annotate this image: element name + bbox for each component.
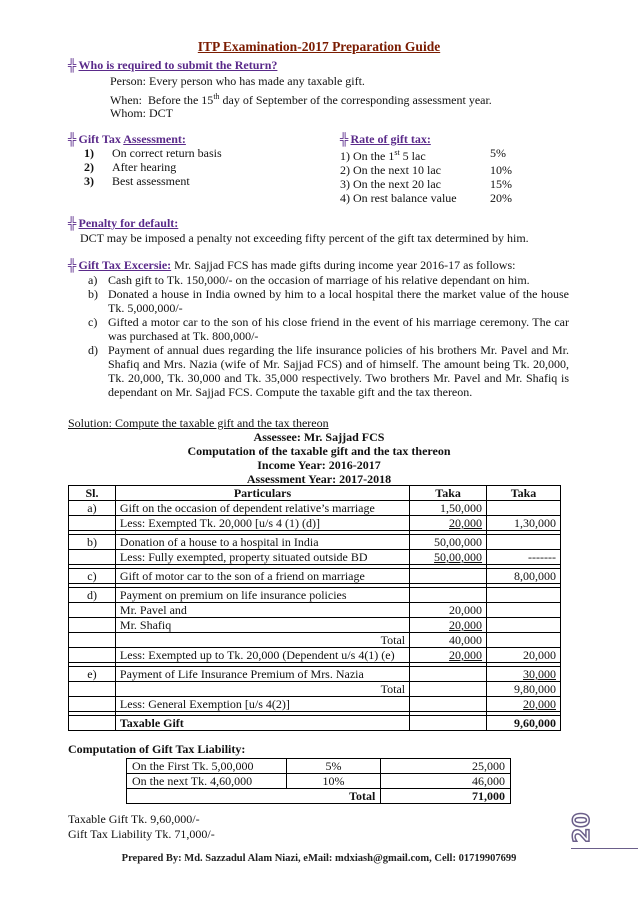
list-num: 3)	[84, 174, 94, 188]
who-person-row	[110, 74, 365, 88]
table-row	[69, 550, 561, 565]
exercise-heading: Gift Tax Excersie:	[78, 258, 172, 272]
table-row	[69, 516, 561, 531]
row-sl	[69, 648, 116, 663]
table-row	[69, 667, 561, 682]
rate-label: 4) On rest balance value	[340, 191, 457, 205]
penalty-text: DCT may be imposed a penalty not exceeding fifty percent of the gift tax determined by him.	[80, 231, 529, 245]
row-taka2: 20,000	[487, 697, 561, 712]
row-taka2	[487, 535, 561, 550]
row-sl	[69, 697, 116, 712]
row-particulars: Gift of motor car to the son of a friend on marriage	[115, 569, 409, 584]
assessment-heading-b: Assessment:	[123, 132, 186, 146]
when-text-pre: Before the 15	[148, 93, 214, 107]
exercise-intro-text: Mr. Sajjad FCS has made gifts during income year 2016-17 as follows:	[171, 258, 516, 272]
row-taka1: 20,000	[410, 516, 487, 531]
rate-label: 2) On the next 10 lac	[340, 163, 441, 177]
row-sl	[69, 516, 116, 531]
list-label: c)	[88, 315, 98, 329]
row-taka2: 9,80,000	[487, 682, 561, 697]
list-text: Donated a house in India owned by him to a local hospital there the market value of the house Tk. 5,000,000/-	[108, 287, 569, 315]
list-num: 2)	[84, 160, 94, 174]
row-particulars: Less: Fully exempted, property situated outside BD	[115, 550, 409, 565]
table-total-row	[69, 716, 561, 731]
row-taka2	[487, 603, 561, 618]
row-sl: b)	[69, 535, 116, 550]
row-sl	[69, 682, 116, 697]
rate-list	[340, 146, 512, 205]
row-taka1	[410, 716, 487, 731]
row-taka1: 1,50,000	[410, 501, 487, 516]
row-particulars: Mr. Shafiq	[115, 618, 409, 633]
exercise-intro	[68, 258, 568, 272]
rate-row	[340, 163, 512, 177]
table-row	[69, 535, 561, 550]
rate-row	[340, 177, 512, 191]
row-taka2	[487, 501, 561, 516]
summary-taxable-gift: Taxable Gift Tk. 9,60,000/-	[68, 812, 200, 826]
list-num: 1)	[84, 146, 94, 160]
table-row	[69, 697, 561, 712]
list-text: Gifted a motor car to the son of his close friend in the event of his marriage ceremony. The car was purchased at Tk. 800,000/-	[108, 315, 569, 343]
row-sl: e)	[69, 667, 116, 682]
row-taka2: 1,30,000	[487, 516, 561, 531]
liability-rate: 5%	[286, 759, 381, 774]
row-sl	[69, 716, 116, 731]
rate-sup: st	[394, 148, 400, 157]
penalty-heading	[68, 216, 178, 230]
page-number: 20	[570, 812, 595, 844]
row-sl	[69, 550, 116, 565]
row-particulars: Payment on premium on life insurance policies	[115, 588, 409, 603]
row-particulars: Mr. Pavel and	[115, 603, 409, 618]
liability-rate: 10%	[286, 774, 381, 789]
footer-credit: Prepared By: Md. Sazzadul Alam Niazi, eMail: mdxiash@gmail.com, Cell: 01719907699	[121, 853, 517, 864]
assessment-heading-a: Gift Tax	[78, 132, 121, 146]
section-bullet-icon: ╬	[68, 216, 77, 230]
row-sl: d)	[69, 588, 116, 603]
rate-label-pre: 1) On the 1	[340, 149, 395, 163]
table-row	[69, 603, 561, 618]
taxable-gift-table	[68, 485, 561, 731]
assessment-year-line: Assessment Year: 2017-2018	[246, 472, 392, 486]
col-taka2-header: Taka	[487, 486, 561, 501]
row-sl	[69, 603, 116, 618]
list-item	[88, 287, 569, 315]
rate-row	[340, 191, 512, 205]
row-taka2: 8,00,000	[487, 569, 561, 584]
list-label: a)	[88, 273, 98, 287]
row-particulars: Total	[115, 633, 409, 648]
row-particulars: Less: General Exemption [u/s 4(2)]	[115, 697, 409, 712]
rate-label: 3) On the next 20 lac	[340, 177, 441, 191]
rate-value: 10%	[490, 163, 512, 177]
list-text: After hearing	[112, 160, 177, 174]
row-particulars: Less: Exempted up to Tk. 20,000 (Dependent u/s 4(1) (e)	[115, 648, 409, 663]
row-particulars: Donation of a house to a hospital in India	[115, 535, 409, 550]
list-label: b)	[88, 287, 98, 301]
row-taka2: 9,60,000	[487, 716, 561, 731]
who-heading	[68, 58, 277, 72]
section-bullet-icon: ╬	[68, 258, 77, 272]
list-item	[88, 343, 569, 399]
table-row	[127, 759, 511, 774]
liability-total-label: Total	[127, 789, 381, 804]
list-item	[84, 160, 222, 174]
list-text: Payment of annual dues regarding the life insurance policies of his brothers Mr. Pavel and Mr. Shafiq and Mrs. Nazia (wife of Mr. Sajjad FCS) and of himself. The amount being Tk. 20,000, Tk. 20,000, Tk. 30,000 and Tk. 35,000 respectively. Two brothers Mr. Pavel and Mr. Shafiq is dependant on Mr. Sajjad FCS. Compute the taxable gift and the tax thereon.	[108, 343, 569, 399]
row-taka1: 20,000	[410, 618, 487, 633]
row-particulars: Gift on the occasion of dependent relative’s marriage	[115, 501, 409, 516]
assessee-line: Assessee: Mr. Sajjad FCS	[253, 430, 385, 444]
row-sl: c)	[69, 569, 116, 584]
row-taka1	[410, 569, 487, 584]
list-label: d)	[88, 343, 98, 357]
table-row	[127, 774, 511, 789]
row-taka2: 20,000	[487, 648, 561, 663]
penalty-heading-text: Penalty for default:	[78, 216, 179, 230]
whom-label: Whom:	[110, 106, 146, 120]
rate-heading	[340, 132, 431, 146]
col-particulars-header: Particulars	[115, 486, 409, 501]
row-taka2	[487, 588, 561, 603]
who-when-row	[110, 90, 492, 107]
income-year-line: Income Year: 2016-2017	[257, 458, 381, 472]
table-total-row	[127, 789, 511, 804]
row-taka1: 50,00,000	[410, 535, 487, 550]
liability-heading: Computation of Gift Tax Liability:	[68, 742, 246, 756]
liability-amount: 25,000	[381, 759, 511, 774]
assessment-heading	[68, 132, 186, 146]
list-item	[84, 174, 222, 188]
table-header-row	[69, 486, 561, 501]
table-row	[69, 633, 561, 648]
rate-heading-text: Rate of gift tax:	[350, 132, 431, 146]
row-sl	[69, 633, 116, 648]
rate-label	[340, 146, 490, 163]
liability-label: On the next Tk. 4,60,000	[127, 774, 287, 789]
row-taka2: 30,000	[487, 667, 561, 682]
row-sl: a)	[69, 501, 116, 516]
page-title: ITP Examination-2017 Preparation Guide	[197, 39, 441, 54]
row-particulars: Payment of Life Insurance Premium of Mrs. Nazia	[115, 667, 409, 682]
row-taka1: 20,000	[410, 603, 487, 618]
exercise-list	[88, 273, 569, 399]
rate-value: 20%	[490, 191, 512, 205]
row-taka1: 40,000	[410, 633, 487, 648]
rate-row	[340, 146, 512, 163]
table-row	[69, 569, 561, 584]
row-particulars: Total	[115, 682, 409, 697]
row-taka1	[410, 667, 487, 682]
computation-line: Computation of the taxable gift and the tax thereon	[187, 444, 451, 458]
row-taka1	[410, 682, 487, 697]
table-row	[69, 682, 561, 697]
liability-label: On the First Tk. 5,00,000	[127, 759, 287, 774]
table-row	[69, 501, 561, 516]
row-particulars: Taxable Gift	[115, 716, 409, 731]
table-row	[69, 618, 561, 633]
table-row	[69, 648, 561, 663]
assessment-list	[84, 146, 222, 188]
page-number-rule	[571, 848, 638, 849]
list-text: On correct return basis	[112, 146, 222, 160]
summary-tax-liability: Gift Tax Liability Tk. 71,000/-	[68, 827, 215, 841]
rate-value: 15%	[490, 177, 512, 191]
liability-total-amount: 71,000	[381, 789, 511, 804]
whom-text: DCT	[149, 106, 173, 120]
when-label: When:	[110, 93, 142, 107]
row-particulars: Less: Exempted Tk. 20,000 [u/s 4 (1) (d)]	[115, 516, 409, 531]
row-taka2: -------	[487, 550, 561, 565]
row-taka1	[410, 697, 487, 712]
person-text: Every person who has made any taxable gift.	[149, 74, 365, 88]
row-taka2	[487, 633, 561, 648]
section-bullet-icon: ╬	[68, 132, 77, 146]
list-text: Best assessment	[112, 174, 190, 188]
row-taka1: 50,00,000	[410, 550, 487, 565]
who-heading-text: Who is required to submit the Return?	[78, 58, 278, 72]
rate-label-post: 5 lac	[399, 149, 426, 163]
col-taka1-header: Taka	[410, 486, 487, 501]
when-text-post: day of September of the corresponding assessment year.	[219, 93, 492, 107]
list-item	[84, 146, 222, 160]
solution-heading: Solution: Compute the taxable gift and the tax thereon	[68, 416, 329, 430]
liability-amount: 46,000	[381, 774, 511, 789]
row-taka2	[487, 618, 561, 633]
row-taka1: 20,000	[410, 648, 487, 663]
rate-value: 5%	[490, 146, 506, 160]
list-text: Cash gift to Tk. 150,000/- on the occasion of marriage of his relative dependant on him.	[108, 273, 530, 287]
table-row	[69, 588, 561, 603]
list-item	[88, 273, 569, 287]
list-item	[88, 315, 569, 343]
section-bullet-icon: ╬	[68, 58, 77, 72]
when-sup: th	[213, 92, 220, 101]
who-whom-row	[110, 106, 173, 120]
col-sl-header: Sl.	[69, 486, 116, 501]
liability-table	[126, 758, 511, 804]
person-label: Person:	[110, 74, 146, 88]
row-sl	[69, 618, 116, 633]
section-bullet-icon: ╬	[340, 132, 349, 146]
row-taka1	[410, 588, 487, 603]
